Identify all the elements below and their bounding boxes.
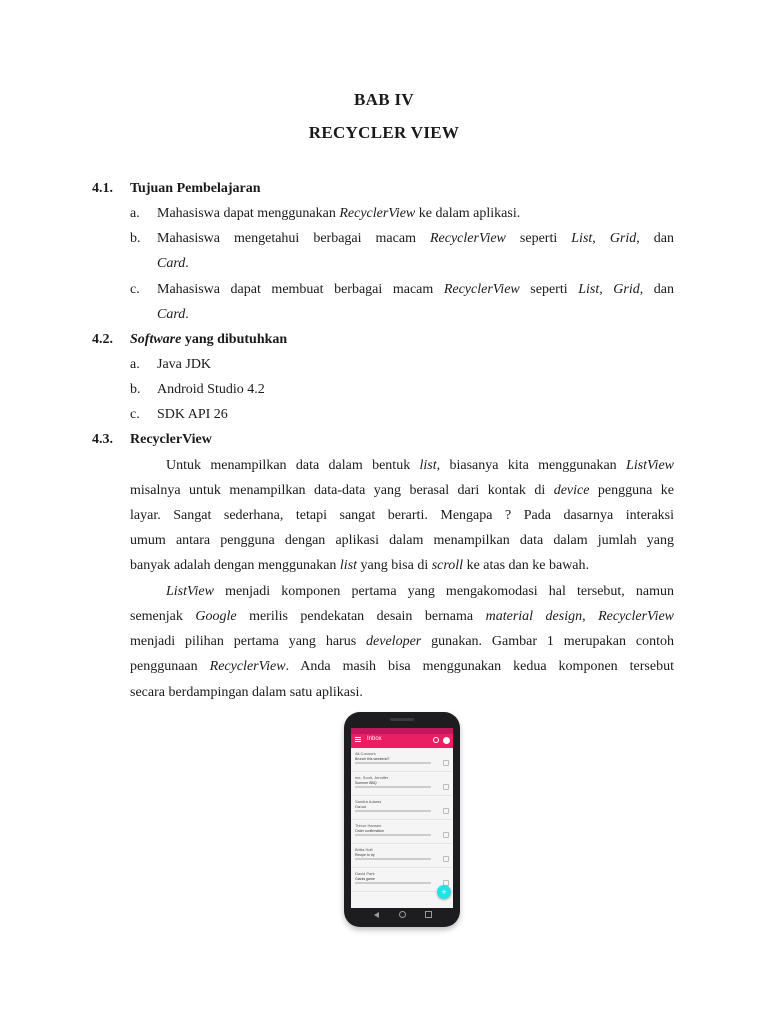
mail-preview <box>355 882 431 884</box>
list-item-text: SDK API 26 <box>157 407 228 422</box>
mail-sender: Britta Holt <box>355 847 373 852</box>
mail-subject: Order confirmation <box>355 829 384 833</box>
recent-apps-icon <box>425 911 432 918</box>
mail-subject: Oui oui <box>355 805 367 809</box>
list-item-text: Mahasiswa dapat membuat berbagai macam RecyclerView seperti List, Grid, dan <box>157 282 675 297</box>
mail-sender: David Park <box>355 871 375 876</box>
menu-icon <box>355 737 361 738</box>
star-icon <box>443 784 449 790</box>
mail-preview <box>355 762 431 764</box>
nav-bar <box>351 910 453 920</box>
list-item-text: Java JDK <box>157 357 212 372</box>
home-icon <box>399 911 406 918</box>
list-letter: c. <box>130 407 140 422</box>
list-item-text: Mahasiswa mengetahui berbagai macam RecyclerView seperti List, Grid, dan <box>157 231 674 246</box>
mail-preview <box>355 786 431 788</box>
toolbar-title: Inbox <box>367 736 382 742</box>
mail-subject: Brunch this weekend? <box>355 757 390 761</box>
mail-list <box>351 748 453 892</box>
star-icon <box>443 832 449 838</box>
section-number: 4.2. <box>92 332 113 347</box>
back-icon <box>374 912 379 918</box>
list-letter: b. <box>130 231 141 246</box>
star-icon <box>443 808 449 814</box>
mail-sender: Trevor Hansen <box>355 823 382 828</box>
mail-preview <box>355 834 431 836</box>
chapter-subtitle: RECYCLER VIEW <box>308 123 460 142</box>
chapter-title: BAB IV <box>354 90 414 109</box>
section-number: 4.3. <box>92 432 113 447</box>
check-icon <box>443 737 450 744</box>
section-title: Software yang dibutuhkan <box>130 332 288 347</box>
mail-preview <box>355 858 431 860</box>
list-item-text: Android Studio 4.2 <box>157 382 265 397</box>
section-title: RecyclerView <box>130 432 212 447</box>
mail-sender: me, Scott, Jennifer <box>355 775 389 780</box>
star-icon <box>443 760 449 766</box>
search-icon <box>433 737 439 743</box>
section-title: Tujuan Pembelajaran <box>130 181 261 196</box>
section-number: 4.1. <box>92 181 113 196</box>
list-item <box>351 796 453 820</box>
list-letter: c. <box>130 282 140 297</box>
phone-screen <box>351 728 453 908</box>
document-page: BAB IV RECYCLER VIEW 4.1. Tujuan Pembelajaran a. Mahasiswa dapat menggunakan RecyclerView ke dalam aplikasi. b. Mahasiswa mengetahui berbagai macam RecyclerView seperti List, Grid, dan Card. c. Mahasiswa dapat membuat berbagai macam RecyclerView seperti List, Grid, dan Card. 4.2. Software yang dibutuhkan a. Java JDK b. Android Studio 4.2 c. SDK API 26 4.3. RecyclerView Untuk menampilkan data dalam bentuk list, biasanya kita menggunakan ListView misalnya untuk menampilkan data-data yang berasal dari kontak di device pengguna ke layar. Sangat sederhana, tetapi sangat berarti. Mengapa ? Pada dasarnya interaksi umum antara pengguna dengan aplikasi dalam menampilkan data dalam jumlah yang banyak adalah dengan menggunakan list yang bisa di scroll ke atas dan ke bawah. ListView menjadi komponen pertama yang mengakomodasi hal tersebut, namun semenjak Google merilis pendekatan desain bernama material design, RecyclerView menjadi pilihan pertama yang harus developer gunakan. Gambar 1 merupakan contoh penggunaan RecyclerView. Anda masih bisa menggunakan kedua komponen tersebut secara berdampingan dalam satu aplikasi. Inbox Ali Connors Brunch this weekend? me, Scott, Jennifer Summer BBQ Sandra Adams Oui oui Trevor Hansen Order confirmation Britta Holt Recipe to try David Park Giants game + <box>0 0 768 1024</box>
list-item-text: Mahasiswa dapat menggunakan RecyclerView ke dalam aplikasi. <box>157 206 521 221</box>
list-item <box>351 772 453 796</box>
list-letter: a. <box>130 206 140 221</box>
mail-sender: Ali Connors <box>355 751 376 756</box>
speaker-grille <box>390 718 414 721</box>
star-icon <box>443 856 449 862</box>
mail-subject: Recipe to try <box>355 853 375 857</box>
mail-subject: Giants game <box>355 877 375 881</box>
mail-preview <box>355 810 431 812</box>
phone-figure <box>344 712 460 927</box>
list-item <box>351 820 453 844</box>
list-letter: b. <box>130 382 141 397</box>
fab-add-button: + <box>437 885 451 899</box>
mail-sender: Sandra Adams <box>355 799 382 804</box>
mail-subject: Summer BBQ <box>355 781 377 785</box>
list-item <box>351 844 453 868</box>
app-toolbar <box>351 734 453 748</box>
list-letter: a. <box>130 357 140 372</box>
list-item <box>351 748 453 772</box>
